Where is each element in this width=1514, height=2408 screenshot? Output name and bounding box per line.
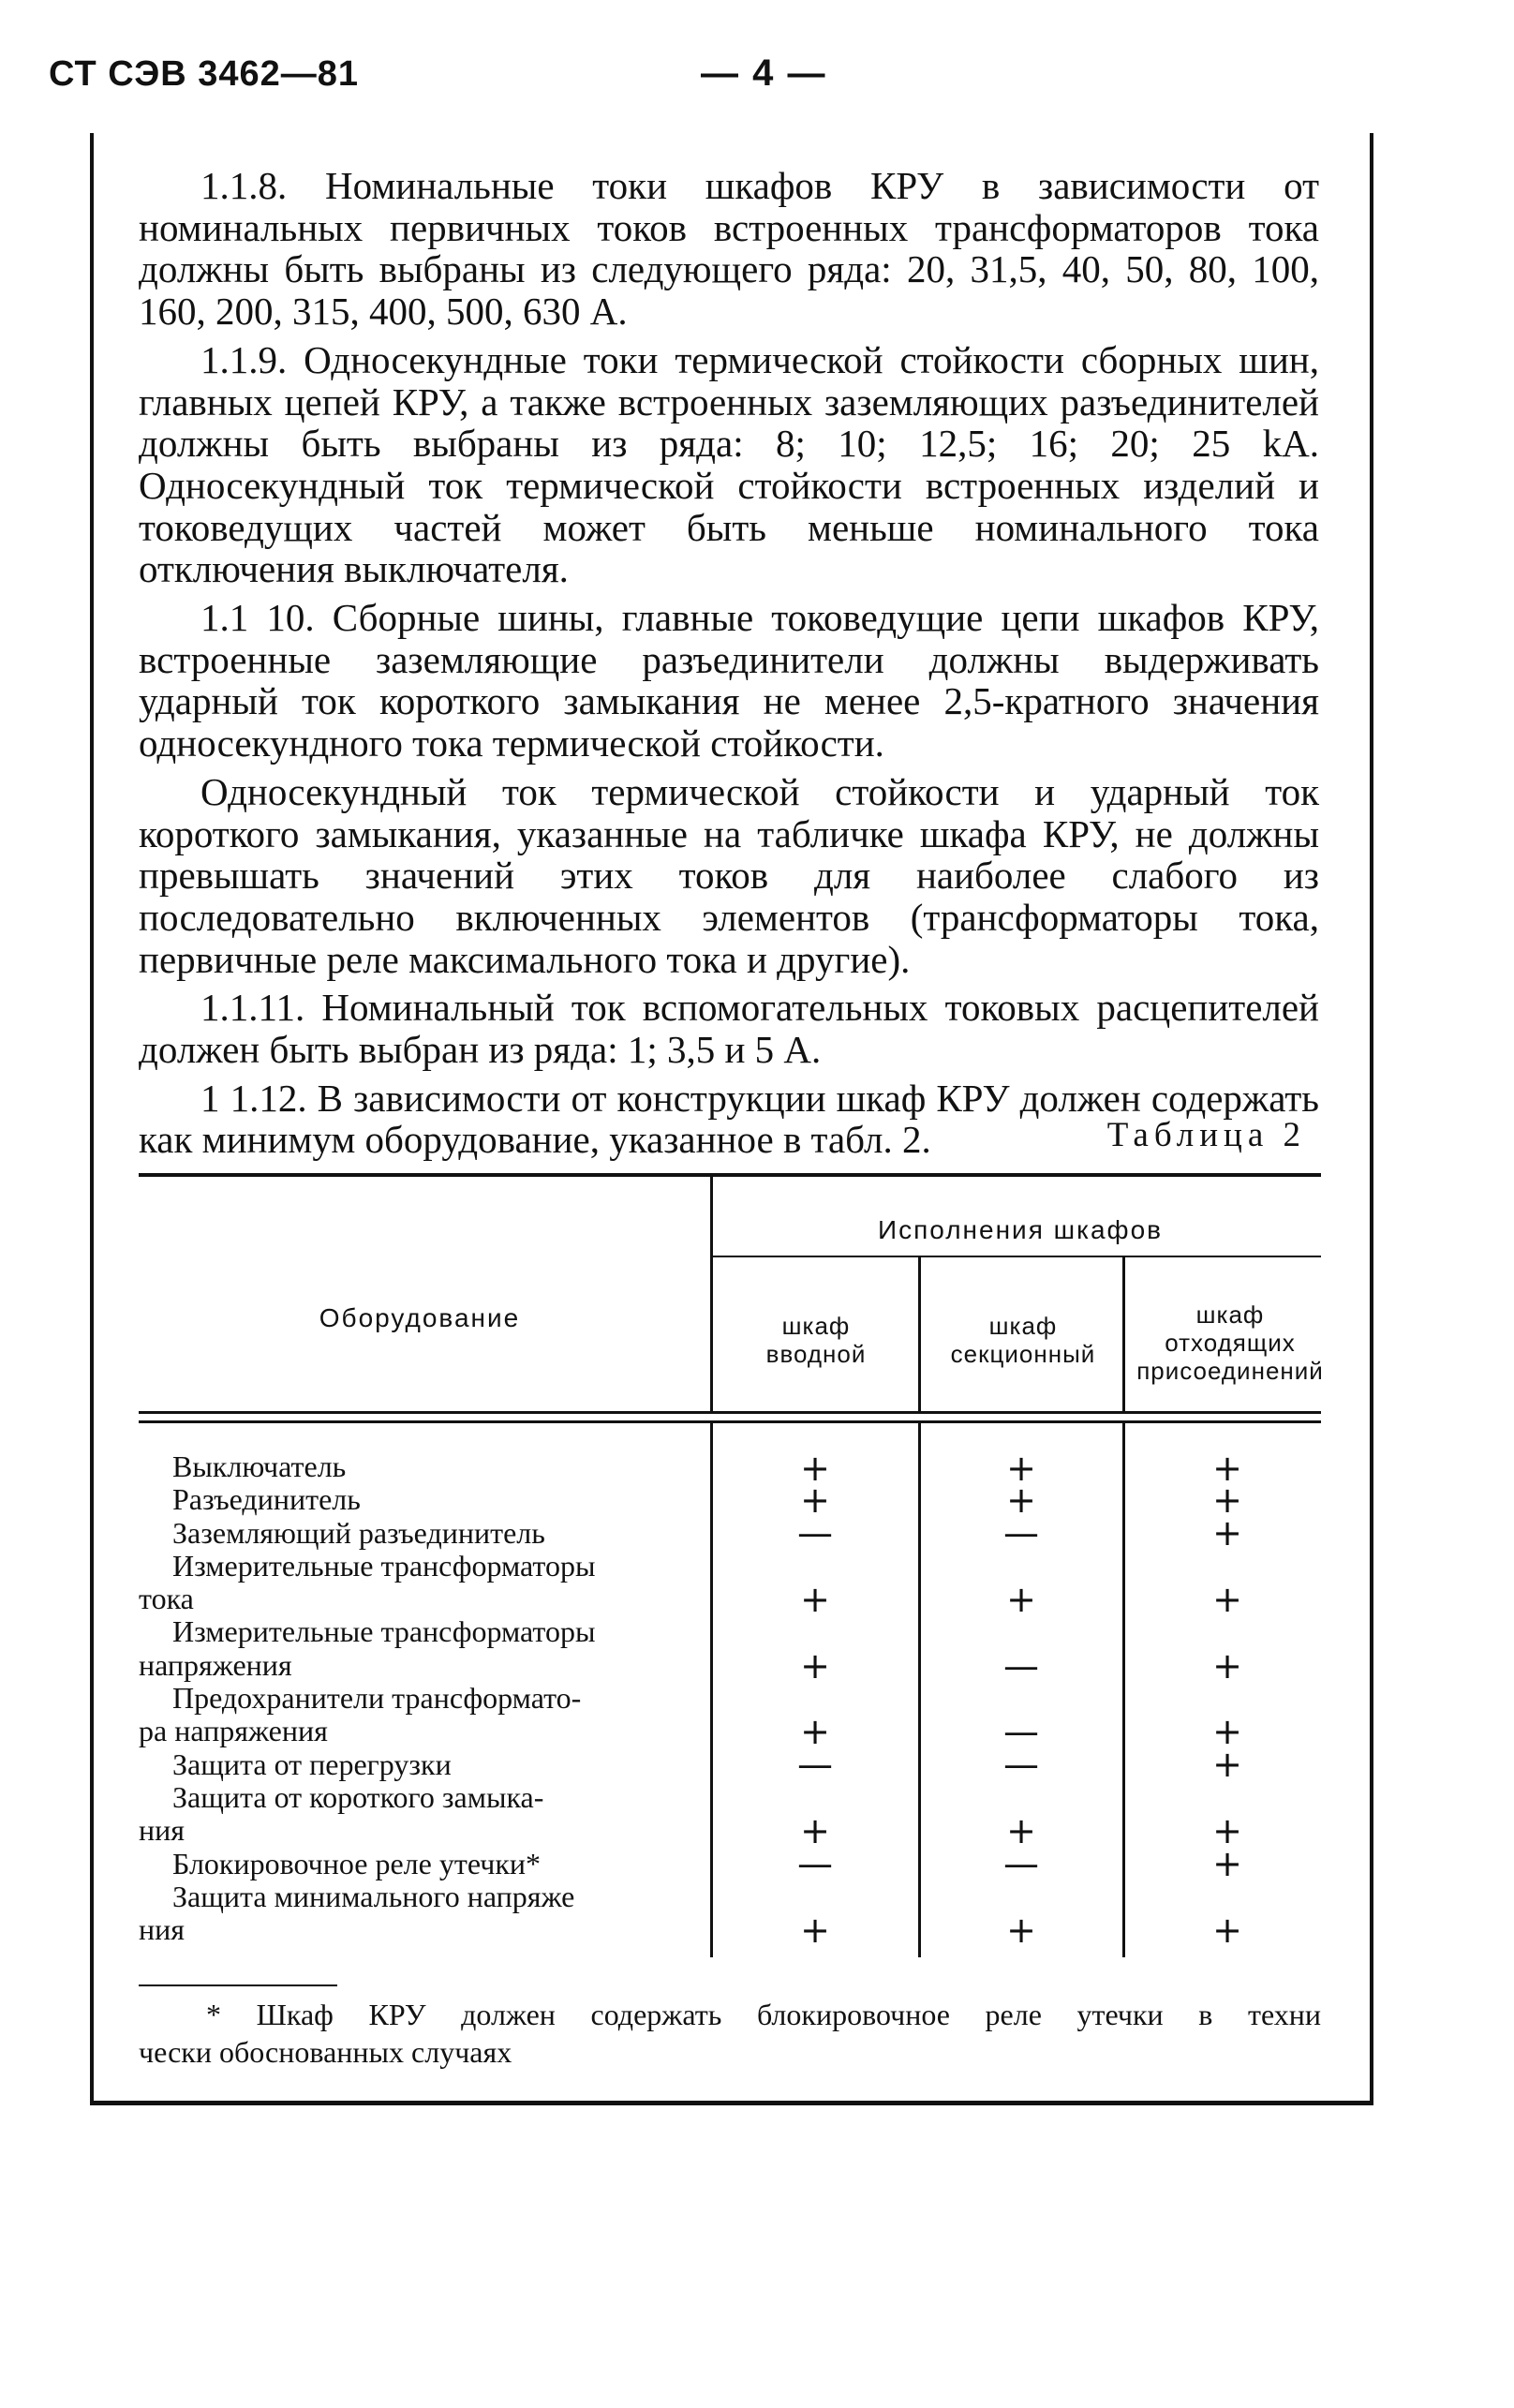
row-label: тока [139, 1582, 194, 1616]
column-divider-2-body [918, 1423, 921, 1957]
mark-cell: + [1212, 1910, 1242, 1951]
column-divider-1 [710, 1175, 713, 1411]
row-label: напряжения [139, 1647, 292, 1682]
mark-cell: + [800, 1579, 830, 1620]
footnote [139, 1996, 1321, 2071]
table-header-double-rule-bottom [139, 1420, 1321, 1423]
mark-cell: + [1006, 1810, 1036, 1851]
mark-cell: + [1006, 1448, 1036, 1489]
mark-cell: + [1006, 1579, 1036, 1620]
mark-cell: — [797, 1512, 833, 1553]
column-header-sectional: шкаф секционный [950, 1312, 1096, 1368]
equipment-list [139, 1449, 678, 1947]
mark-cell: + [1212, 1512, 1242, 1553]
mark-cell: — [797, 1843, 833, 1884]
mark-cell: — [797, 1744, 833, 1785]
row-label: Заземляющий разъединитель [172, 1515, 545, 1550]
row-label: Защита от короткого замыка- [172, 1779, 544, 1814]
row-label: Измерительные трансформаторы [172, 1548, 596, 1583]
table-caption: Таблица 2 [1106, 1116, 1306, 1154]
mark-cell: + [800, 1910, 830, 1951]
standard-code: СТ СЭВ 3462—81 [49, 54, 360, 94]
mark-cell: + [800, 1448, 830, 1489]
row-label: Измерительные трансформаторы [172, 1614, 596, 1649]
mark-cell: + [1212, 1810, 1242, 1851]
footnote-line-2: чески обоснованных случаях [139, 2035, 512, 2069]
mark-cell: — [1003, 1744, 1039, 1785]
mark-cell: + [1212, 1448, 1242, 1489]
row-label: Выключатель [172, 1449, 347, 1483]
table-header-double-rule-top [139, 1411, 1321, 1414]
mark-cell: + [1212, 1711, 1242, 1752]
mark-cell: + [1212, 1579, 1242, 1620]
paragraph-1-1-12: 1 1.12. В зависимости от конструкции шкаф КРУ должен содержать как минимум оборудование, указанное в табл. 2. [139, 1076, 1319, 1162]
mark-cell: + [1212, 1645, 1242, 1687]
row-label: ра напряжения [139, 1714, 328, 1748]
footnote-rule [139, 1984, 337, 1986]
row-label: Защита от перегрузки [172, 1747, 452, 1781]
group-header-rule [710, 1256, 1321, 1257]
table-top-rule [139, 1173, 1321, 1177]
page-number: — 4 — [701, 52, 827, 94]
body-text [139, 165, 1319, 1161]
mark-cell: — [1003, 1711, 1039, 1752]
column-divider-1-body [710, 1423, 713, 1957]
mark-cell: + [1006, 1479, 1036, 1521]
footnote-line-1: * Шкаф КРУ должен содержать блокировочное реле утечки в техни [206, 1998, 1321, 2031]
column-divider-3 [1122, 1257, 1125, 1411]
paragraph-1-1-10: 1.1 10. Сборные шины, главные токоведущие цепи шкафов КРУ, встроенные заземляющие разъединители должны выдерживать ударный ток короткого замыкания не менее 2,5-кратного значения односекундного тока термической стойкости. [139, 596, 1319, 766]
mark-cell: + [800, 1711, 830, 1752]
cabinet-versions-header: Исполнения шкафов [877, 1215, 1164, 1244]
equipment-header: Оборудование [319, 1303, 521, 1332]
column-header-input: шкаф вводной [765, 1312, 867, 1368]
paragraph-1-1-8: 1.1.8. Номинальные токи шкафов КРУ в зависимости от номинальных первичных токов встроенных трансформаторов тока должны быть выбраны из следующего ряда: 20, 31,5, 40, 50, 80, 100, 160, 200, 315, 400, 500, 630 А. [139, 164, 1319, 334]
row-label: Предохранители трансформато- [172, 1681, 582, 1716]
paragraph-1-1-11: 1.1.11. Номинальный ток вспомогательных токовых расцепителей должен быть выбран из ряда: 1; 3,5 и 5 А. [139, 986, 1319, 1072]
mark-cell: — [1003, 1645, 1039, 1687]
paragraph-1-1-9: 1.1.9. Односекундные токи термической стойкости сборных шин, главных цепей КРУ, а также встроенных заземляющих разъединителей должны быть выбраны из ряда: 8; 10; 12,5; 16; 20; 25 kА. Односекундный ток термической стойкости встроенных изделий и токоведущих частей может быть меньше номинального тока отключения выключателя. [139, 337, 1319, 591]
mark-cell: + [1212, 1744, 1242, 1785]
mark-cell: — [1003, 1512, 1039, 1553]
row-label: Защита минимального напряже [172, 1879, 575, 1913]
row-label: Блокировочное реле утечки* [172, 1846, 541, 1880]
mark-cell: — [1003, 1843, 1039, 1884]
row-label: Разъединитель [172, 1482, 361, 1517]
mark-cell: + [1212, 1479, 1242, 1521]
mark-cell: + [1212, 1843, 1242, 1884]
mark-cell: + [800, 1810, 830, 1851]
column-divider-2 [918, 1257, 921, 1411]
mark-cell: + [1006, 1910, 1036, 1951]
row-label: ния [139, 1912, 185, 1947]
paragraph-shock-current: Односекундный ток термической стойкости и ударный ток короткого замыкания, указанные на табличке шкафа КРУ, не должны превышать значений этих токов для наиболее слабого из последовательно включенных элементов (трансформаторы тока, первичные реле максимального тока и другие). [139, 769, 1319, 981]
mark-cell: + [800, 1479, 830, 1521]
column-divider-3-body [1122, 1423, 1125, 1957]
mark-cell: + [800, 1645, 830, 1687]
row-label: ния [139, 1813, 185, 1848]
column-header-outgoing: шкаф отходящих присоединений [1136, 1301, 1324, 1385]
